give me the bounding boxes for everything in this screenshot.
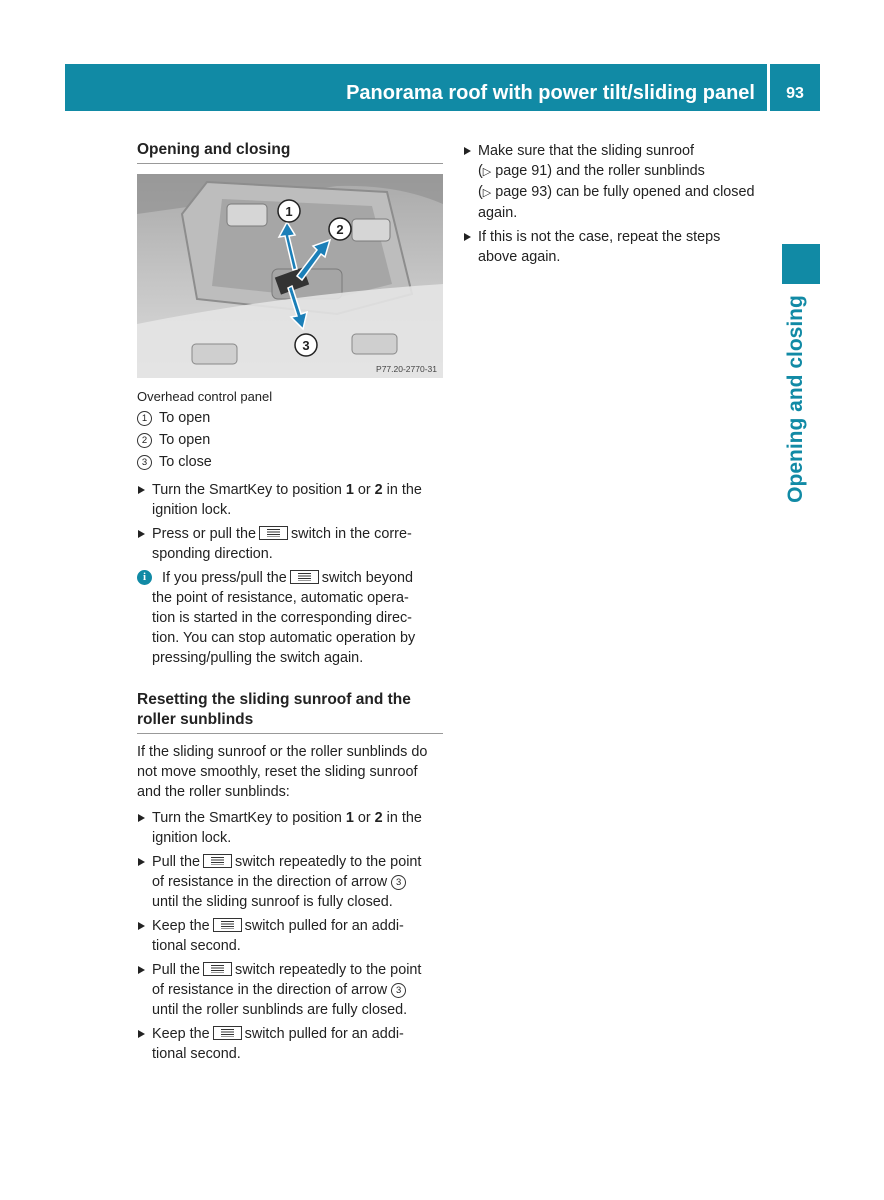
page-ref-icon: ▷ [482, 187, 492, 199]
switch-icon [290, 570, 319, 584]
legend-item-3: 3 To close [137, 453, 443, 472]
callout-1 [278, 200, 300, 222]
step-pull-switch-sunblinds: Pull the switch repeatedly to the point of resistance in the direction of arrow 3 until the roller sunblinds are fully closed. [137, 960, 443, 1020]
right-column [463, 141, 773, 267]
section-heading-opening-closing: Opening and closing [137, 140, 443, 164]
side-tab-label: Opening and closing [784, 295, 807, 503]
side-tab-marker [782, 244, 820, 284]
side-tab [779, 292, 813, 506]
step-keep-switch-pulled-1: Keep the switch pulled for an addi- tional second. [137, 916, 443, 956]
page-title: Panorama roof with power tilt/sliding panel [346, 82, 755, 104]
step-make-sure: Make sure that the sliding sunroof (▷ page 91) and the roller sunblinds (▷ page 93) can be fully opened and closed again. [463, 141, 773, 223]
step-press-pull-switch: Press or pull the switch in the corre- sponding direction. [137, 524, 443, 564]
section-heading-resetting: Resetting the sliding sunroof and the roller sunblinds [137, 690, 443, 734]
figure-code: P77.20-2770-31 [376, 364, 437, 374]
info-icon: i [137, 570, 152, 585]
step-keep-switch-pulled-2: Keep the switch pulled for an addi- tional second. [137, 1024, 443, 1064]
svg-text:1: 1 [285, 204, 293, 219]
step-turn-smartkey: Turn the SmartKey to position 1 or 2 in the ignition lock. [137, 480, 443, 520]
switch-icon [259, 526, 288, 540]
step-repeat: If this is not the case, repeat the steps above again. [463, 227, 773, 267]
left-column [137, 140, 443, 1064]
switch-icon [213, 918, 242, 932]
legend-item-2: 2 To open [137, 431, 443, 450]
callout-2 [329, 218, 351, 240]
switch-icon [213, 1026, 242, 1040]
reset-intro-paragraph: If the sliding sunroof or the roller sunblinds do not move smoothly, reset the sliding sunroof and the roller sunblinds: [137, 744, 428, 800]
svg-text:2: 2 [336, 222, 344, 237]
callout-3 [295, 334, 317, 356]
svg-text:3: 3 [302, 338, 310, 353]
page-number: 93 [770, 64, 820, 111]
overhead-panel-figure [137, 174, 443, 378]
info-note: i If you press/pull the switch beyond the point of resistance, automatic opera- tion is started in the corresponding direc- tion. You can stop automatic operation by pressing/pulling the switch again. [137, 568, 443, 668]
page-ref-icon: ▷ [482, 166, 492, 178]
switch-icon [203, 854, 232, 868]
legend-item-1: 1 To open [137, 409, 443, 428]
switch-icon [203, 962, 232, 976]
header-bar [65, 64, 767, 111]
step-reset-turn-smartkey: Turn the SmartKey to position 1 or 2 in the ignition lock. [137, 808, 443, 848]
step-pull-switch-sunroof: Pull the switch repeatedly to the point of resistance in the direction of arrow 3 until the sliding sunroof is fully closed. [137, 852, 443, 912]
figure-caption: Overhead control panel [137, 389, 273, 404]
